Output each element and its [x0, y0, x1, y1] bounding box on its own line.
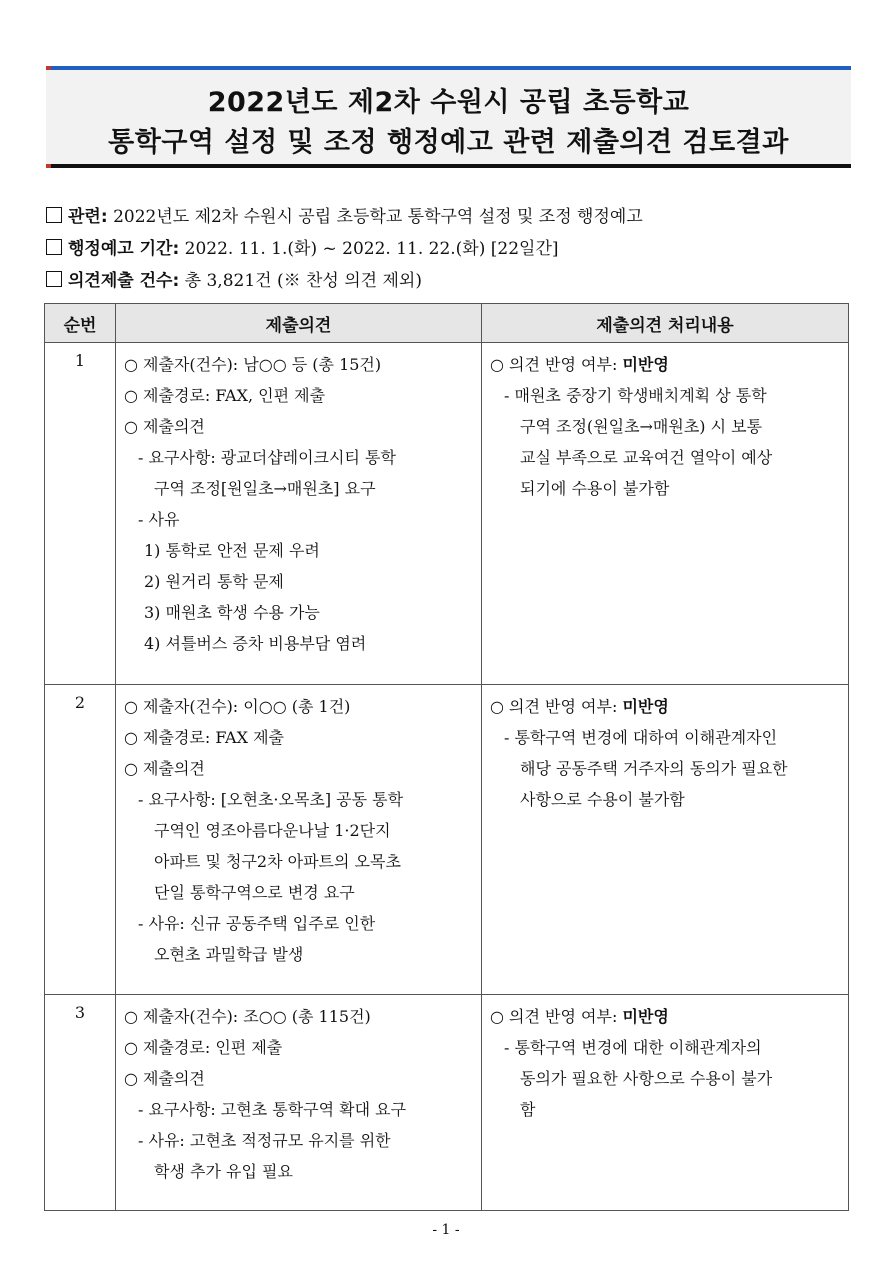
- opinion-line: 구역 조정[원일초→매원초] 요구: [154, 479, 376, 498]
- opinion-line: 4) 셔틀버스 증차 비용부담 염려: [144, 634, 367, 653]
- row-number: 1: [45, 343, 116, 685]
- opinion-line: 1) 통학로 안전 문제 우려: [144, 541, 320, 560]
- header-opinion: 제출의견: [116, 304, 482, 343]
- table-row: [45, 995, 849, 1211]
- row-number: 2: [45, 685, 116, 995]
- opinion-line: ○ 제출의견: [124, 1069, 205, 1088]
- meta-related: 관련: 2022년도 제2차 수원시 공립 초등학교 통학구역 설정 및 조정 행정예고: [46, 202, 643, 227]
- opinion-line: ○ 제출경로: 인편 제출: [124, 1038, 283, 1057]
- result-cell: [482, 343, 849, 685]
- opinion-line: ○ 제출자(건수): 조○○ (총 115건): [124, 1007, 371, 1026]
- opinion-line: ○ 제출경로: FAX, 인편 제출: [124, 386, 326, 405]
- result-line: 함: [520, 1100, 536, 1119]
- opinion-line: ○ 제출의견: [124, 759, 205, 778]
- result-line: 교실 부족으로 교육여건 열악이 예상: [520, 448, 773, 467]
- opinion-line: ○ 제출경로: FAX 제출: [124, 728, 285, 747]
- opinion-cell: [116, 343, 482, 685]
- opinion-line: 학생 추가 유입 필요: [154, 1162, 293, 1181]
- opinion-line: - 요구사항: [오현초·오목초] 공동 통학: [138, 790, 404, 809]
- status-badge: 미반영: [622, 697, 669, 716]
- result-status-line: ○ 의견 반영 여부: 미반영: [490, 697, 669, 716]
- result-cell: [482, 685, 849, 995]
- opinion-line: 3) 매원초 학생 수용 가능: [144, 603, 320, 622]
- result-status-line: ○ 의견 반영 여부: 미반영: [490, 355, 669, 374]
- title-accent-top: [46, 66, 51, 70]
- opinion-line: - 요구사항: 광교더샵레이크시티 통학: [138, 448, 396, 467]
- opinion-table: [44, 303, 849, 1211]
- opinion-line: 오현초 과밀학급 발생: [154, 945, 304, 964]
- result-line: 사항으로 수용이 불가함: [520, 790, 685, 809]
- header-number: 순번: [45, 304, 116, 343]
- status-badge: 미반영: [622, 355, 669, 374]
- result-line: 되기에 수용이 불가함: [520, 479, 670, 498]
- result-line: - 통학구역 변경에 대한 이해관계자의: [504, 1038, 762, 1057]
- opinion-line: - 사유: 신규 공동주택 입주로 인한: [138, 914, 376, 933]
- checkbox-square-icon: [46, 207, 62, 223]
- page-number: - 1 -: [432, 1222, 460, 1238]
- table-row: [45, 685, 849, 995]
- meta-period: 행정예고 기간: 2022. 11. 1.(화) ~ 2022. 11. 22.(화) [22일간]: [46, 234, 559, 259]
- checkbox-square-icon: [46, 239, 62, 255]
- opinion-line: ○ 제출의견: [124, 417, 205, 436]
- opinion-cell: [116, 685, 482, 995]
- result-line: 해당 공동주택 거주자의 동의가 필요한: [520, 759, 788, 778]
- meta-count: 의견제출 건수: 총 3,821건 (※ 찬성 의견 제외): [46, 266, 422, 291]
- table-row: [45, 343, 849, 685]
- opinion-line: 단일 통학구역으로 변경 요구: [154, 883, 355, 902]
- opinion-line: ○ 제출자(건수): 남○○ 등 (총 15건): [124, 355, 382, 374]
- result-line: 동의가 필요한 사항으로 수용이 불가: [520, 1069, 773, 1088]
- opinion-line: - 사유: 고현초 적정규모 유지를 위한: [138, 1131, 391, 1150]
- page-title-line2: 통학구역 설정 및 조정 행정예고 관련 제출의견 검토결과: [108, 127, 789, 158]
- title-box: [46, 66, 851, 168]
- row-number: 3: [45, 995, 116, 1211]
- opinion-line: - 사유: [138, 510, 180, 529]
- status-badge: 미반영: [622, 1007, 669, 1026]
- opinion-line: ○ 제출자(건수): 이○○ (총 1건): [124, 697, 351, 716]
- opinion-line: - 요구사항: 고현초 통학구역 확대 요구: [138, 1100, 407, 1119]
- result-line: - 매원초 중장기 학생배치계획 상 통학: [504, 386, 767, 405]
- opinion-line: 2) 원거리 통학 문제: [144, 572, 284, 591]
- page-title-line1: 2022년도 제2차 수원시 공립 초등학교: [207, 87, 690, 118]
- result-status-line: ○ 의견 반영 여부: 미반영: [490, 1007, 669, 1026]
- result-cell: [482, 995, 849, 1211]
- title-accent-bottom: [46, 164, 51, 168]
- opinion-cell: [116, 995, 482, 1211]
- header-result: 제출의견 처리내용: [482, 304, 849, 343]
- result-line: - 통학구역 변경에 대하여 이해관계자인: [504, 728, 778, 747]
- checkbox-square-icon: [46, 271, 62, 287]
- result-line: 구역 조정(원일초→매원초) 시 보통: [520, 417, 763, 436]
- opinion-line: 구역인 영조아름다운나날 1·2단지: [154, 821, 391, 840]
- opinion-line: 아파트 및 청구2차 아파트의 오목초: [154, 852, 401, 871]
